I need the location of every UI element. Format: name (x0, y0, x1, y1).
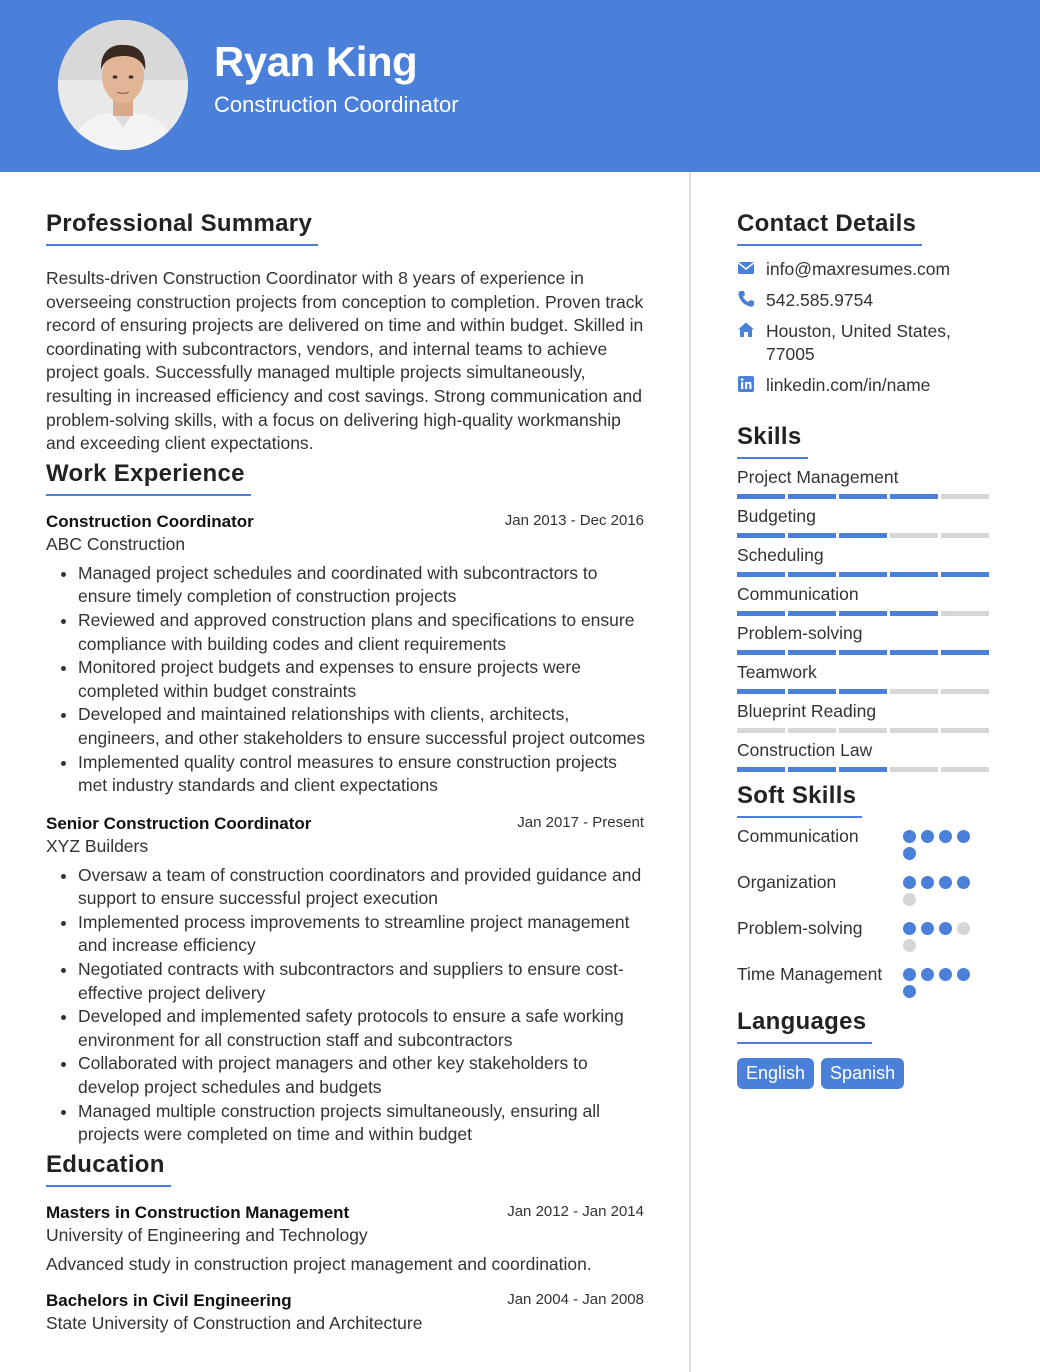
linkedin-icon (737, 375, 757, 395)
soft-skill-name: Communication (737, 826, 859, 846)
summary-section (46, 210, 646, 456)
skill-level-segment (941, 728, 989, 733)
skill-level-segment (941, 533, 989, 538)
job-bullet: • Negotiated contracts with subcontractors and suppliers to ensure cost-effective project delivery (78, 958, 646, 1005)
skill-level-bar (737, 611, 997, 616)
skill-item (737, 662, 997, 694)
column-divider (689, 172, 691, 1372)
skill-level-segment (788, 533, 836, 538)
skill-level-segment (839, 494, 887, 499)
soft-skill-name: Problem-solving (737, 918, 863, 938)
rating-dot (939, 968, 952, 981)
location-text: Houston, United States, 77005 (766, 321, 951, 364)
job-company: ABC Construction (46, 533, 186, 554)
skill-level-bar (737, 494, 997, 499)
skill-level-segment (941, 767, 989, 772)
job-bullet: • Developed and implemented safety protocols to ensure a safe working environment for all construction staff and subcontractors (78, 1005, 646, 1052)
education-list (46, 1203, 646, 1334)
skill-level-segment (890, 650, 938, 655)
summary-text: Results-driven Construction Coordinator with 8 years of experience in overseeing construction projects from conception to completion. Proven track record of ensuring projects are delivered on time and within budget. Skilled in coordinating with subcontractors, vendors, and internal teams to achieve project goals. Successfully managed multiple projects simultaneously, resulting in increased efficiency and cost savings. Strong communication and problem-solving skills, with a focus on delivering high-quality workmanship and exceeding client expectations. (46, 268, 644, 454)
rating-dot (921, 830, 934, 843)
rating-dot (957, 876, 970, 889)
school-name: State University of Construction and Architecture (46, 1312, 423, 1333)
skill-level-segment (839, 533, 887, 538)
skill-level-segment (788, 611, 836, 616)
profile-photo (58, 20, 188, 150)
rating-dot (903, 968, 916, 981)
skill-level-bar (737, 728, 997, 733)
person-photo-icon (58, 20, 188, 150)
skill-name: Project Management (737, 467, 899, 487)
skill-level-segment (737, 728, 785, 733)
soft-skills-list (737, 825, 997, 1002)
contact-section (737, 210, 997, 397)
skill-level-segment (890, 728, 938, 733)
soft-skill-name: Time Management (737, 964, 883, 984)
skill-name: Communication (737, 584, 859, 604)
skill-level-segment (839, 650, 887, 655)
home-icon (737, 321, 757, 341)
skill-name: Construction Law (737, 740, 873, 760)
job-company: XYZ Builders (46, 835, 149, 856)
job-bullet: • Implemented quality control measures to ensure construction projects met industry standards and client expectations (78, 751, 646, 798)
skill-level-segment (890, 611, 938, 616)
education-date: Jan 2004 - Jan 2008 (507, 1290, 644, 1308)
sidebar-column (737, 210, 997, 1089)
skill-level-segment (737, 533, 785, 538)
skill-item (737, 740, 997, 772)
main-column (46, 210, 646, 1334)
contact-email (737, 258, 997, 281)
skill-level-segment (788, 767, 836, 772)
rating-dot (903, 847, 916, 860)
job-title: Construction Coordinator (46, 511, 254, 531)
job-list (46, 512, 646, 1147)
skill-name: Blueprint Reading (737, 701, 877, 721)
rating-dot (903, 876, 916, 889)
skill-level-segment (788, 728, 836, 733)
skill-level-segment (941, 650, 989, 655)
rating-dot (939, 922, 952, 935)
resume-header (0, 0, 1040, 172)
skill-level-segment (788, 650, 836, 655)
job-bullets (46, 562, 646, 798)
soft-skills-section (737, 782, 997, 1002)
skill-level-segment (890, 689, 938, 694)
contact-linkedin (737, 374, 997, 397)
phone-text[interactable]: 542.585.9754 (766, 290, 874, 310)
job-bullet: • Reviewed and approved construction plans and specifications to ensure compliance with building codes and client requirements (78, 609, 646, 656)
skills-heading: Skills (737, 423, 808, 459)
rating-dot (921, 922, 934, 935)
language-list (737, 1058, 997, 1089)
education-description: Advanced study in construction project management and coordination. (46, 1253, 592, 1274)
job-bullet: • Oversaw a team of construction coordinators and provided guidance and support to ensure successful project execution (78, 864, 646, 911)
soft-skill-item (737, 871, 997, 910)
language-tag: Spanish (821, 1058, 904, 1089)
soft-skill-rating (903, 871, 975, 910)
contact-phone (737, 289, 997, 312)
skill-level-segment (941, 611, 989, 616)
job-bullet: • Monitored project budgets and expenses to ensure projects were completed within budget constraints (78, 656, 646, 703)
rating-dot (903, 985, 916, 998)
skill-level-segment (890, 767, 938, 772)
rating-dot (921, 876, 934, 889)
job-bullet: • Developed and maintained relationships with clients, architects, engineers, and other stakeholders to ensure successful project outcomes (78, 703, 646, 750)
skill-name: Scheduling (737, 545, 824, 565)
job-bullet: • Managed multiple construction projects simultaneously, ensuring all projects were completed on time and within budget (78, 1100, 646, 1147)
job-bullets (46, 864, 646, 1147)
job-bullet: • Managed project schedules and coordinated with subcontractors to ensure timely completion of construction projects (78, 562, 646, 609)
education-heading: Education (46, 1151, 171, 1187)
skill-item (737, 545, 997, 577)
degree-title: Masters in Construction Management (46, 1202, 350, 1222)
email-text[interactable]: info@maxresumes.com (766, 259, 951, 279)
skill-level-bar (737, 650, 997, 655)
soft-skill-item (737, 825, 997, 864)
phone-icon (737, 290, 757, 310)
rating-dot (957, 922, 970, 935)
skill-level-segment (839, 689, 887, 694)
skill-level-segment (839, 728, 887, 733)
linkedin-text[interactable]: linkedin.com/in/name (766, 375, 931, 395)
skill-level-segment (788, 494, 836, 499)
skill-item (737, 701, 997, 733)
job-bullet: • Collaborated with project managers and other key stakeholders to develop project schedules and budgets (78, 1052, 646, 1099)
experience-heading: Work Experience (46, 460, 251, 496)
job-date: Jan 2013 - Dec 2016 (504, 511, 644, 529)
rating-dot (903, 939, 916, 952)
soft-skill-item (737, 917, 997, 956)
degree-title: Bachelors in Civil Engineering (46, 1290, 292, 1310)
rating-dot (903, 922, 916, 935)
contact-location (737, 320, 997, 366)
skill-level-segment (737, 650, 785, 655)
soft-skill-rating (903, 825, 975, 864)
skill-level-segment (839, 572, 887, 577)
soft-skill-item (737, 963, 997, 1002)
summary-heading: Professional Summary (46, 210, 318, 246)
skill-level-segment (890, 533, 938, 538)
skill-level-bar (737, 767, 997, 772)
skill-item (737, 506, 997, 538)
education-date: Jan 2012 - Jan 2014 (507, 1202, 644, 1220)
envelope-icon (737, 259, 757, 279)
skill-level-segment (941, 689, 989, 694)
skills-list (737, 467, 997, 772)
skill-item (737, 467, 997, 499)
skill-level-segment (839, 611, 887, 616)
job-date: Jan 2017 - Present (517, 813, 644, 831)
candidate-title: Construction Coordinator (214, 92, 459, 117)
skill-level-segment (737, 494, 785, 499)
skill-item (737, 584, 997, 616)
job-bullet: • Implemented process improvements to streamline project management and increase efficiency (78, 911, 646, 958)
language-tag: English (737, 1058, 814, 1089)
skill-level-segment (941, 494, 989, 499)
skill-level-segment (890, 494, 938, 499)
skill-name: Budgeting (737, 506, 816, 526)
rating-dot (957, 968, 970, 981)
skill-level-bar (737, 689, 997, 694)
skill-level-segment (737, 689, 785, 694)
job-entry (46, 814, 646, 1147)
job-title: Senior Construction Coordinator (46, 813, 312, 833)
skill-item (737, 623, 997, 655)
candidate-name: Ryan King (214, 38, 418, 85)
skill-name: Problem-solving (737, 623, 863, 643)
skill-level-segment (890, 572, 938, 577)
skill-level-segment (737, 572, 785, 577)
education-entry (46, 1291, 646, 1334)
languages-heading: Languages (737, 1008, 872, 1044)
school-name: University of Engineering and Technology (46, 1224, 368, 1245)
languages-section (737, 1008, 997, 1089)
rating-dot (921, 968, 934, 981)
contact-heading: Contact Details (737, 210, 922, 246)
skill-level-bar (737, 533, 997, 538)
education-section (46, 1151, 646, 1334)
skill-level-segment (839, 767, 887, 772)
skill-level-segment (788, 572, 836, 577)
skill-level-segment (737, 767, 785, 772)
skill-level-segment (941, 572, 989, 577)
skill-level-bar (737, 572, 997, 577)
job-entry (46, 512, 646, 798)
experience-section (46, 460, 646, 1147)
rating-dot (903, 893, 916, 906)
soft-skill-rating (903, 917, 975, 956)
skill-level-segment (737, 611, 785, 616)
education-entry (46, 1203, 646, 1275)
soft-skills-heading: Soft Skills (737, 782, 862, 818)
soft-skill-rating (903, 963, 975, 1002)
skill-level-segment (788, 689, 836, 694)
rating-dot (939, 876, 952, 889)
skill-name: Teamwork (737, 662, 817, 682)
skills-section (737, 423, 997, 772)
rating-dot (903, 830, 916, 843)
rating-dot (939, 830, 952, 843)
rating-dot (957, 830, 970, 843)
soft-skill-name: Organization (737, 872, 837, 892)
